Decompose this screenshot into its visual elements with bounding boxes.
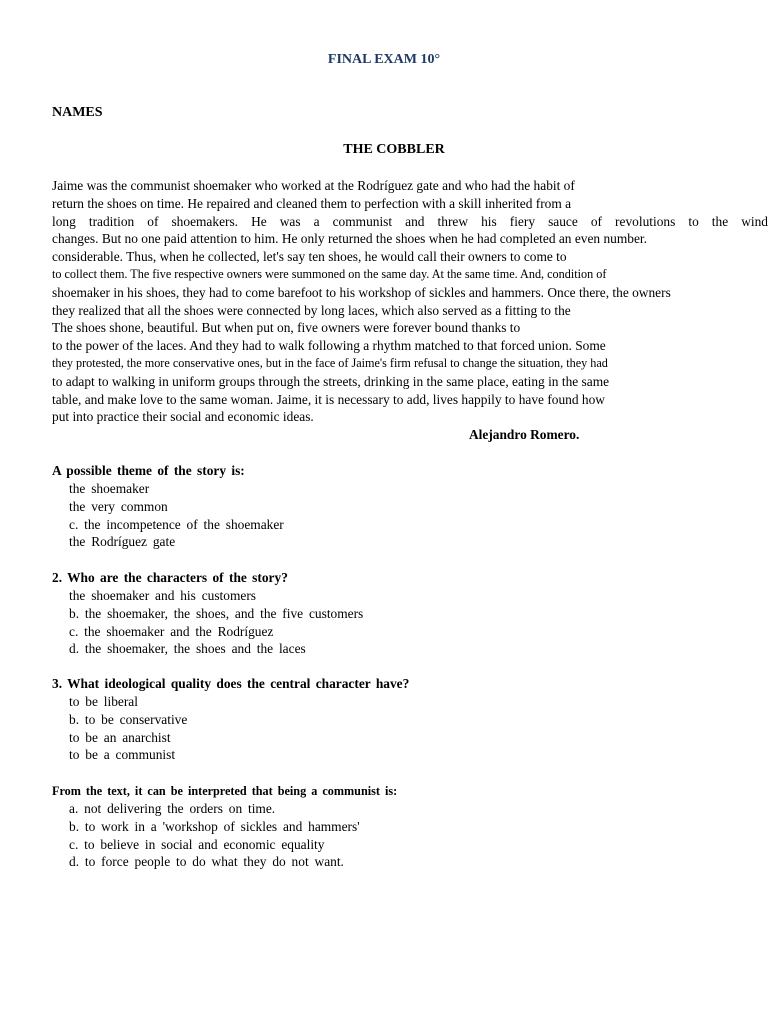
answer-option: to be liberal [69,694,138,709]
story-text [52,177,768,426]
story-line: they protested, the more conservative ones, but in the face of Jaime's firm refusal to change the situation, they had [52,355,608,370]
question-4 [52,782,397,871]
answer-option: b. to be conservative [69,711,188,727]
story-line: considerable. Thus, when he collected, let's say ten shoes, he would call their owners to come to [52,249,567,265]
answer-option: b. the shoemaker, the shoes, and the five customers [69,605,364,621]
answer-option: c. the incompetence of the shoemaker [69,516,284,532]
answer-option: the Rodríguez gate [69,534,176,550]
question-2 [52,569,363,658]
exam-title: FINAL EXAM 10° [327,52,441,67]
question-text: From the text, it can be interpreted that being a communist is: [52,784,398,798]
story-line: shoemaker in his shoes, they had to come barefoot to his workshop of sickles and hammers. Once there, the owners [52,284,671,300]
story-line: The shoes shone, beautiful. But when put on, five owners were forever bound thanks to [52,320,521,336]
answer-option: the very common [69,498,168,514]
answer-option: the shoemaker [69,481,150,496]
story-author: Alejandro Romero. [469,427,580,442]
question-text: 3. What ideological quality does the central character have? [52,676,410,691]
question-3 [52,675,409,764]
answer-option: b. to work in a 'workshop of sickles and hammers' [69,818,360,834]
answer-option: to be a communist [69,747,176,763]
names-label: NAMES [52,105,103,120]
answer-option: c. the shoemaker and the Rodríguez [69,623,274,639]
story-line: they realized that all the shoes were connected by long laces, which also served as a fitting to the [52,302,571,318]
story-line: to the power of the laces. And they had to walk following a rhythm matched to that forced union. Some [52,338,606,354]
question-1 [52,462,284,551]
story-line: put into practice their social and economic ideas. [52,409,314,425]
story-line: table, and make love to the same woman. Jaime, it is necessary to add, lives happily to have found how [52,391,605,407]
story-line: return the shoes on time. He repaired and cleaned them to perfection with a skill inherited from a [52,195,572,211]
answer-option: to be an anarchist [69,729,171,745]
answer-option: the shoemaker and his customers [69,588,257,603]
story-line: long tradition of shoemakers. He was a communist and threw his fiery sauce of revolutions to the wind [52,213,768,229]
question-text: 2. Who are the characters of the story? [52,570,288,585]
answer-option: d. to force people to do what they do not want. [69,854,344,870]
answer-option: a. not delivering the orders on time. [69,801,276,816]
story-line: to collect them. The five respective owners were summoned on the same day. At the same time. And, condition of [52,266,607,281]
question-text: A possible theme of the story is: [52,463,245,478]
story-line: changes. But no one paid attention to him. He only returned the shoes when he had completed an even number. [52,231,647,247]
answer-option: d. the shoemaker, the shoes and the laces [69,641,306,657]
story-title: THE COBBLER [343,142,445,157]
answer-option: c. to believe in social and economic equality [69,836,325,852]
story-line: Jaime was the communist shoemaker who worked at the Rodríguez gate and who had the habit of [52,178,575,193]
story-line: to adapt to walking in uniform groups through the streets, drinking in the same place, eating in the same [52,373,610,389]
